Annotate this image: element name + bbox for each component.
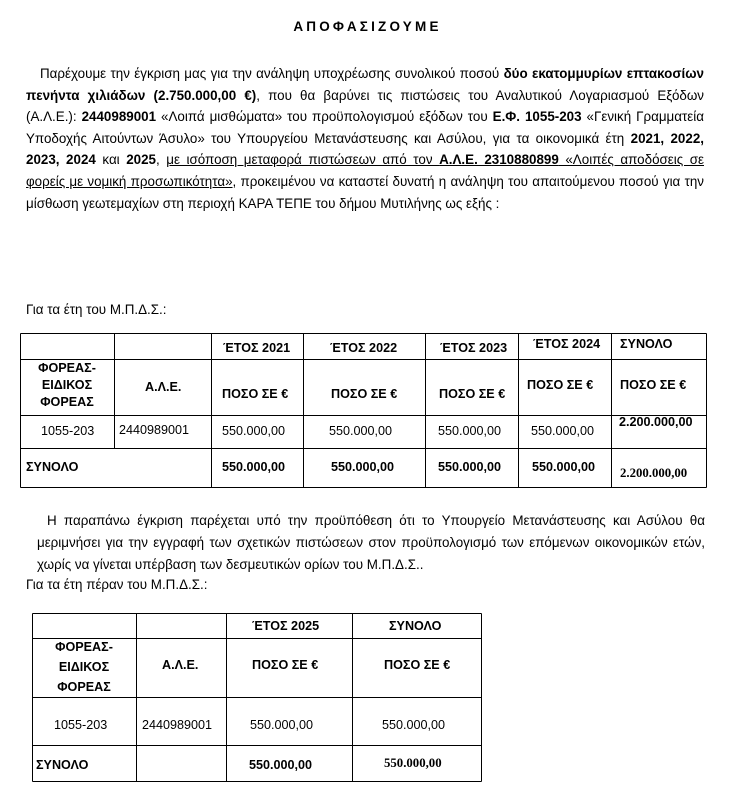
t2-row-total: 550.000,00 [382, 718, 446, 732]
t2-sum-label: ΣΥΝΟΛΟ [36, 758, 89, 772]
mpds-years-label: Για τα έτη του Μ.Π.Δ.Σ.: [26, 302, 167, 317]
text-segment: «Γενική Γραμματεία Υποδοχής Αιτούντων Άσυλο» του Υπουργείου Μετανάστευσης και Ασύλου, για τα οικονομικά έτη [26, 109, 704, 146]
year-2025: 2025 [126, 152, 157, 168]
t1-amount-value: 550.000,00 [438, 424, 502, 438]
ef-code: Ε.Φ. 1055-203 [492, 109, 582, 125]
beyond-mpds-label: Για τα έτη πέραν του Μ.Π.Δ.Σ.: [26, 577, 208, 592]
ale-code: 2440989001 [81, 109, 157, 125]
t2-sum-value: 550.000,00 [249, 758, 313, 772]
t2-total-header: ΣΥΝΟΛΟ [389, 619, 442, 633]
t1-sum-label: ΣΥΝΟΛΟ [26, 460, 79, 474]
condition-paragraph [37, 510, 705, 576]
t2-sum-total: 550.000,00 [384, 756, 442, 770]
t1-total-header: ΣΥΝΟΛΟ [620, 337, 673, 351]
t1-year-header: ΈΤΟΣ 2024 [533, 337, 601, 351]
t2-foreas-header: ΦΟΡΕΑΣ- ΕΙΔΙΚΟΣ ΦΟΡΕΑΣ [55, 640, 113, 694]
t1-ale-value: 2440989001 [119, 423, 190, 437]
t1-amount-value: 550.000,00 [222, 424, 286, 438]
text-segment [145, 88, 153, 103]
t1-sum-value: 550.000,00 [222, 460, 286, 474]
amount-figure: (2.750.000,00 €) [153, 87, 257, 103]
t1-year-header: ΈΤΟΣ 2022 [330, 341, 398, 355]
t1-amount-value: 550.000,00 [329, 424, 393, 438]
amount-words: δύο εκατομμυρίων επτακοσίων πενήντα χιλιάδων [26, 66, 704, 103]
t1-row-total: 2.200.000,00 [619, 415, 693, 429]
transfer-clause: με ισόποση μεταφορά πιστώσεων από τον [166, 152, 440, 168]
years-list: 2021, 2022, 2023, 2024 [26, 130, 704, 168]
t2-foreas-value: 1055-203 [54, 718, 108, 732]
t2-ale-header: Α.Λ.Ε. [162, 658, 199, 672]
t1-amount-header: ΠΟΣΟ ΣΕ € [439, 387, 506, 401]
source-ale: Α.Λ.Ε. 2310880899 [439, 152, 559, 168]
t1-amount-value: 550.000,00 [531, 424, 595, 438]
t2-amount-value: 550.000,00 [250, 718, 314, 732]
t1-foreas-value: 1055-203 [41, 424, 95, 438]
page-title: ΑΠΟΦΑΣΙΖΟΥΜΕ [293, 19, 442, 34]
text-segment: , [156, 152, 167, 168]
t1-foreas-header: ΦΟΡΕΑΣ- ΕΙΔΙΚΟΣ ΦΟΡΕΑΣ [38, 361, 96, 409]
t1-amount-header: ΠΟΣΟ ΣΕ € [331, 387, 398, 401]
text-segment: Παρέχουμε την έγκριση μας για την ανάληψη υποχρέωσης συνολικού ποσού [40, 66, 504, 81]
t2-year-header: ΈΤΟΣ 2025 [252, 619, 320, 633]
text-segment: «Λοιπά μισθώματα» του προϋπολογισμού εξόδων του [156, 109, 493, 125]
approval-paragraph [26, 63, 704, 214]
t2-amount-header: ΠΟΣΟ ΣΕ € [252, 658, 319, 672]
source-ale-desc: «Λοιπές αποδόσεις σε φορείς με νομική προσωπικότητα» [26, 152, 704, 189]
t2-ale-value: 2440989001 [142, 718, 213, 732]
t1-amount-header: ΠΟΣΟ ΣΕ € [222, 387, 289, 401]
t1-sum-value: 550.000,00 [331, 460, 395, 474]
t1-year-header: ΈΤΟΣ 2023 [440, 341, 508, 355]
text-segment: και [95, 152, 127, 168]
t1-year-header: ΈΤΟΣ 2021 [223, 341, 291, 355]
text-segment: , που θα βαρύνει τις πιστώσεις του Αναλυτικού Λογαριασμού Εξόδων (Α.Λ.Ε.): [26, 87, 704, 125]
t1-amount-header: ΠΟΣΟ ΣΕ € [527, 378, 594, 392]
condition-text: Η παραπάνω έγκριση παρέχεται υπό την προϋπόθεση ότι το Υπουργείο Μετανάστευσης και Ασύλου θα μεριμνήσει για την εγγραφή των σχετικών πιστώσεων στον προϋπολογισμό των επόμενων οικονομικών ετών, χωρίς να γίνεται υπέρβαση των δεσμευτικών ορίων του Μ.Π.Δ.Σ.. [37, 513, 705, 572]
text-segment: , προκειμένου να καταστεί δυνατή η ανάληψη του απαιτούμενου ποσού για την μίσθωση γεωτεμαχίων στη περιοχή ΚΑΡΑ ΤΕΠΕ του δήμου Μυτιλήνης ως εξής : [26, 173, 705, 211]
t1-ale-header: Α.Λ.Ε. [145, 380, 182, 394]
t1-sum-value: 550.000,00 [532, 460, 596, 474]
t1-amount-header: ΠΟΣΟ ΣΕ € [620, 378, 687, 392]
t1-sum-value: 550.000,00 [438, 460, 502, 474]
t2-amount-header: ΠΟΣΟ ΣΕ € [384, 658, 451, 672]
t1-sum-total: 2.200.000,00 [620, 466, 688, 480]
